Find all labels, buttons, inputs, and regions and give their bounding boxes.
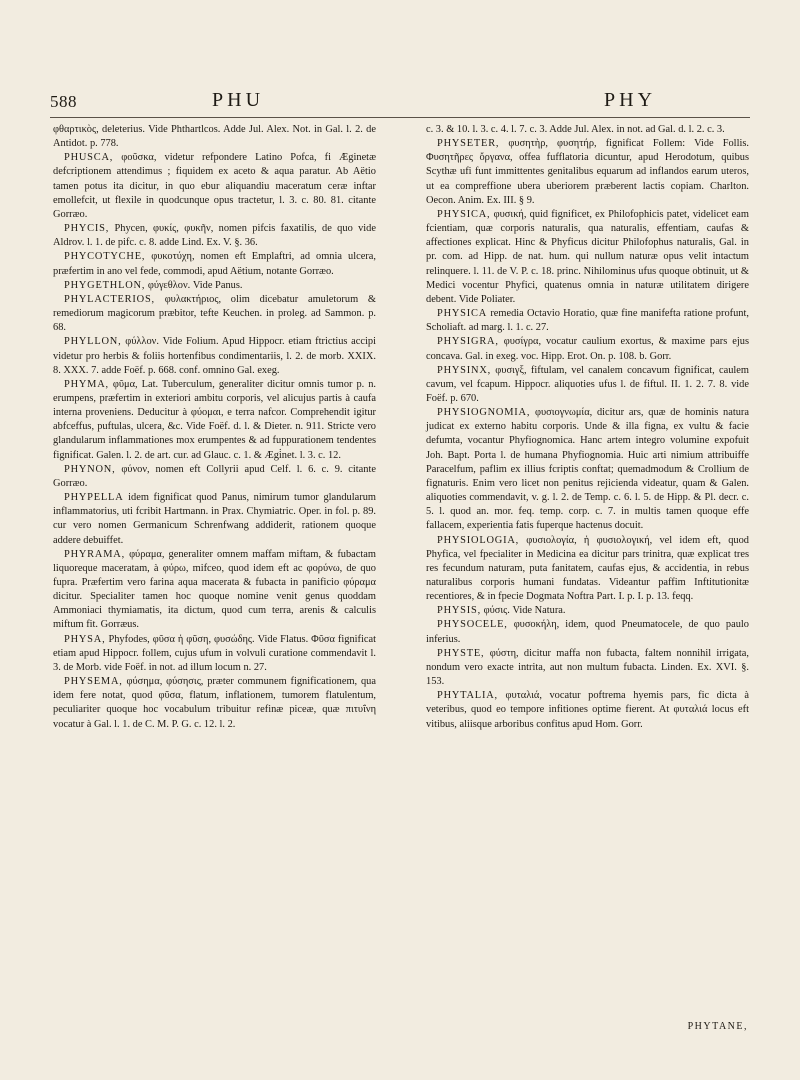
entry-text: φύσημα, φύσησις, præter communem fignificationem, qua idem fere notat, quod φῦσα, flatum, inflationem, tumorem flatulentum, peculiariter quoque hoc vocabulum tribuitur refinæ piceæ, quæ πιτυΐνη vocatur à Gal. l. 1. de C. M. P. G. c. 12. l. 2. [53, 676, 376, 730]
entry-headword: PHYSEMA, [64, 676, 123, 688]
entry-headword: PHUSCA, [64, 152, 114, 164]
entry-headword: PHYSOCELE, [437, 619, 508, 631]
dictionary-entry [53, 491, 376, 548]
dictionary-entry [426, 604, 749, 618]
entry-headword: PHYTALIA, [437, 690, 498, 702]
dictionary-entry [53, 463, 376, 491]
entry-headword: PHYNON, [64, 463, 116, 475]
entry-text: φύγεθλον. Vide Panus. [147, 279, 243, 291]
entry-headword: PHYSINX, [437, 364, 492, 376]
dictionary-entry [53, 548, 376, 633]
entry-headword: PHYGETHLON, [64, 279, 146, 291]
dictionary-entry [53, 250, 376, 278]
header-rule [50, 117, 750, 118]
dictionary-entry [426, 534, 749, 605]
entry-text: φύραμα, generaliter omnem maffam miftam, & fubactam liquoreque maceratam, à φύρω, mifceo, quod idem eft ac φορύνω, de quo fupra. Præfertim vero farina aqua macerata & fubacta in panificio φύραμα dicitur. Specialiter tamen hoc quoque nomine venit genus quoddam Ammoniaci thymiamatis, ita dictum, quod cum terra, arenis & calculis miftum fit. Gorræus. [53, 548, 376, 631]
dictionary-entry [53, 123, 376, 151]
dictionary-entry [426, 137, 749, 208]
entry-headword: PHYSIS, [437, 605, 482, 617]
dictionary-entry [426, 647, 749, 689]
entry-text: c. 3. & 10. l. 3. c. 4. l. 7. c. 3. Adde Jul. Alex. in not. ad Gal. d. l. 2. c. 3. [426, 124, 725, 135]
entry-text: φυσική, quid fignificet, ex Philofophicis patet, videlicet eam fcientiam, quæ corporis naturalis, qua naturalis, effentiam, caufas & affectiones explicat. Hinc & Phyficus dicitur Philofophus naturalis, Gal. in pr. com. ad Hipp. de nat. hum. qui nullum naturæ opus velit intactum relinquere. l. 11. de V. P. c. 18. princ. Nihilominus ufus quoque obtinuit, ut & Medici vocentur Phyfici, quatenus omnia in naturæ utilitatem dirigere debent. Vide Poliater. [426, 208, 749, 305]
entry-text: φυσοκήλη, idem, quod Pneumatocele, de quo paulo inferius. [426, 619, 749, 645]
entry-text: idem fignificat quod Panus, nimirum tumor glandularum inflammatorius, uti fcribit Hartmann. in Prax. Chymiatric. Oper. in fol. p. 89. cur vero nomen Germanicum Schrenfwang addiderit, rationem quoque addere debuiffet. [53, 492, 376, 546]
dictionary-entry [426, 123, 749, 137]
entry-headword: PHYPELLA [64, 492, 124, 504]
right-column [426, 123, 749, 732]
entry-headword: PHYSICA [437, 308, 488, 320]
dictionary-entry [426, 618, 749, 646]
dictionary-entry [53, 335, 376, 377]
entry-text: φύσις. Vide Natura. [483, 605, 566, 617]
entry-headword: PHYSICA, [437, 208, 491, 220]
entry-text: φύνον, nomen eft Collyrii apud Celf. l. 6. c. 9. citante Gorræo. [53, 463, 376, 489]
dictionary-entry [53, 293, 376, 335]
dictionary-entry [53, 151, 376, 222]
dictionary-entry [426, 406, 749, 533]
entry-headword: PHYSIOGNOMIA, [437, 407, 531, 419]
entry-headword: PHYLLON, [64, 336, 122, 348]
dictionary-entry [426, 208, 749, 307]
dictionary-entry [53, 378, 376, 463]
entry-text: φυσίγρα, vocatur caulium exortus, & maxime pars ejus concava. Gal. in exeg. voc. Hipp. Erot. On. p. 108. b. Gorr. [426, 336, 749, 362]
entry-text: φύστη, dicitur maffa non fubacta, faltem nonnihil irrigata, nondum vero exacte intrita, aut non multum fubacta. Linden. Ex. XVI. §. 153. [426, 647, 749, 688]
running-head-right: PHY [604, 89, 657, 111]
entry-text: φθαρτικὸς, deleterius. Vide Phthartlcos. Adde Jul. Alex. Not. in Gal. l. 2. de Antidot. p. 778. [53, 124, 376, 150]
entry-text: φῦμα, Lat. Tuberculum, generaliter dicitur omnis tumor p. n. erumpens, præfertim in exteriori ambitu corporis, vel alicujus partis à caufa interna proveniens. Deducitur à φύομαι, e terra nafcor. Comprehendit igitur abfceffus, puftulas, ulcera, &c. Vide Foëf. d. l. & Dieter. n. 911. Stricte vero glandularum inflammationes mox erumpentes & ad fuppurationem tendentes fignificat. Galen. l. 2. de art. cur. ad Glauc. c. 1. & Ægi̇net. l. 3. c. 12. [53, 378, 376, 461]
entry-text: Phycen, φυκίς, φυκῆν, nomen pifcis faxatilis, de quo vide Aldrov. l. 1. de pifc. c. 8. adde Lind. Ex. V. §. 36. [53, 223, 376, 249]
entry-headword: PHYMA, [64, 378, 109, 390]
dictionary-entry [426, 364, 749, 406]
entry-headword: PHYSA, [64, 633, 106, 645]
entry-headword: PHYSETER, [437, 138, 500, 150]
entry-text: φοῦσκα, videtur refpondere Latino Pofca, fi Æginetæ defcriptionem attendimus ; fiquidem ex aceto & aqua paratur. Ab Aëtio tamen potus ita dicitur, in quo ebur aliquandiu maceratum ceræ inftar emollefcit, ut flexile in quodcunque opus tractetur, l. 3. c. 80. 81. citante Gorræo. [53, 152, 377, 220]
entry-text: φύλλον. Vide Folium. Apud Hippocr. etiam ftrictius accipi videtur pro herbis & foliis hortenfibus condimentariis, l. 2. de morb. XXIX. 8. XXX. 7. adde Foëf. p. 668. conf. omnino Gal. exeg. [53, 336, 376, 376]
entry-headword: PHYSIOLOGIA, [437, 534, 520, 546]
entry-text: φυσιολογία, ἡ φυσιολογική, vel idem eft, quod Phyfica, vel fpecialiter in Medicina ea dicitur pars trinitra, quæ explicat tres res fecundum naturam, puta fanitatem, caufas ejus, & accidentia, in rebus naturalibus corporis humani fundatas. Videantur paffim Inftitutionitæ recentiores, & in fpecie Dogmata Noftra Part. I. p. I. p. 13. feqq. [426, 534, 749, 603]
entry-text: remedia Octavio Horatio, quæ fine manifefta ratione profunt, Scholiaft. ad marg. l. 1. c. 27. [426, 308, 749, 334]
entry-text: φυσητὴρ, φυσητήρ, fignificat Follem: Vide Follis. Φυσητῆρες ὄργανα, offea fufflatoria dicuntur, apud Herodotum, quibus Scythæ ufi funt immittentes genitalibus equarum ad inflandos earum uteros, ut ea compreffione ubera uberiorem præberent lactis copiam. Charlton. Oecon. Anim. Ex. III. § 9. [426, 138, 749, 206]
entry-headword: PHYCIS, [64, 223, 110, 235]
entry-headword: PHYSIGRA, [437, 336, 499, 348]
dictionary-entry [53, 279, 376, 293]
dictionary-entry [426, 307, 749, 335]
page-number: 588 [50, 92, 77, 111]
entry-text: φυταλιά, vocatur poftrema hyemis pars, fic dicta à veteribus, quod eo tempore infitiones optime fierent. At φυταλιά locus eft vitibus, aliisque arboribus confitus apud Hom. Gorr. [426, 690, 749, 730]
entry-headword: PHYCOTYCHE, [64, 251, 146, 263]
entry-headword: PHYSTE, [437, 647, 485, 659]
catchword: PHYTANE, [687, 1021, 748, 1032]
entry-text: Phyfodes, φῦσα ἡ φῦση, φυσώδης. Vide Flatus. Φῦσα fignificat etiam apud Hippocr. follem, cujus ufum in volvuli curatione commendavit l. 3. de Morb. vide Foëf. in not. ad illum locum n. 27. [53, 633, 376, 673]
dictionary-entry [426, 335, 749, 363]
dictionary-entry [53, 675, 376, 732]
entry-text: φυσιογνωμία, dicitur ars, quæ de hominis natura judicat ex externo habitu corporis. Unde & illa figna, ex vultu & facie defumta, vocantur Phyfiognomica. Hanc artem integro volumine expofuit Joh. Bapt. Porta l. de humana Phyfiognomia. Huic arti nimium attribuiffe Paracelfum, paflim ex illius fcriptis conftat; quemadmodum & Crollium de fignaturis. Enim vero licet non penitus rejicienda videatur, quam & Galen. aliquoties commendavit, v. g. l. 2. de Temp. c. 6. l. 5. de Hipp. & Pl. decr. c. 5. l. quod an. mor. feq. temp. corp. c. 7. in multis tamen quoque effe fallacem, experientia fatis fuperque hactenus docuit. [426, 407, 749, 532]
dictionary-entry [53, 222, 376, 250]
dictionary-entry [53, 633, 376, 675]
entry-text: φυκοτύχη, nomen eft Emplaftri, ad omnia ulcera, præfertim in ano vel fede, commodi, apud Aëtium, notante Gorræo. [53, 251, 376, 277]
entry-headword: PHYRAMA, [64, 548, 125, 560]
entry-text: φυσιγξ, fiftulam, vel canalem concavum fignificat, caulem cavum, vel fcapum. Hippocr. aliquoties ufus l. de fiftul. II. 1. 2. 7. 8. vide Foëf. p. 670. [426, 364, 749, 404]
entry-text: φυλακτήριος, olim dicebatur amuletorum & remediorum magicorum præbitor, tefte Keuchen. in proleg. ad Sammon. p. 68. [53, 293, 376, 334]
entry-headword: PHYLACTERIOS, [64, 293, 155, 305]
running-head-left: PHU [212, 89, 265, 111]
dictionary-entry [426, 689, 749, 731]
left-column [53, 123, 376, 732]
